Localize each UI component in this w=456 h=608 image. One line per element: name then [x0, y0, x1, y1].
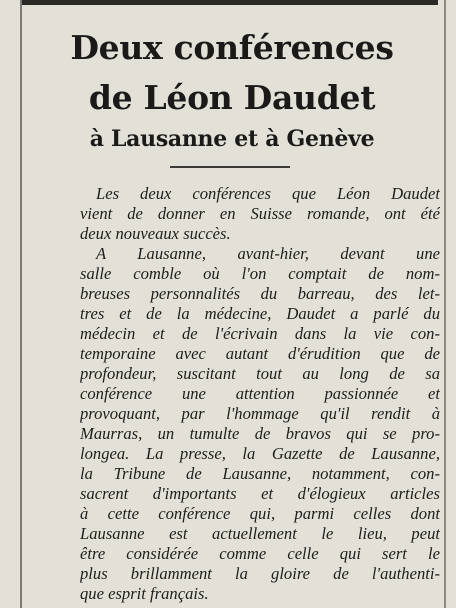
headline-line-2: de Léon Daudet: [88, 78, 376, 117]
body-line: profondeur, suscitant tout au long de sa: [80, 364, 440, 383]
body-line: sacrent d'importants et d'élogieux articles: [80, 484, 440, 503]
body-line: provoquant, par l'hommage qu'il rendit à: [80, 404, 440, 423]
headline-divider: [170, 166, 290, 168]
body-line: la Tribune de Lausanne, notamment, con-: [80, 464, 440, 483]
body-line: A Lausanne, avant-hier, devant une: [96, 244, 440, 263]
body-line: longea. La presse, la Gazette de Lausanne,: [80, 444, 440, 463]
body-line: conférence une attention passionnée et: [80, 384, 440, 403]
subheadline: à Lausanne et à Genève: [89, 126, 375, 152]
body-line: Les deux conférences que Léon Daudet: [96, 184, 440, 203]
body-line: Lausanne est actuellement le lieu, peut: [80, 524, 440, 543]
body-line: médecin et de l'écrivain dans la vie con-: [80, 324, 440, 343]
headline-line-1: Deux conférences: [70, 28, 394, 67]
body-line: à cette conférence qui, parmi celles dont: [80, 504, 440, 523]
body-line: vient de donner en Suisse romande, ont été: [80, 204, 440, 223]
body-line: breuses personnalités du barreau, des let-: [80, 284, 440, 303]
body-line: temporaine avec autant d'érudition que de: [80, 344, 440, 363]
body-line: salle comble où l'on comptait de nom-: [80, 264, 440, 283]
article-body: [80, 184, 440, 604]
body-line: tres et de la médecine, Daudet a parlé du: [80, 304, 440, 323]
body-line: deux nouveaux succès.: [80, 224, 231, 243]
body-line: que esprit français.: [80, 584, 209, 603]
right-column-rule: [444, 0, 446, 608]
body-line: être considérée comme celle qui sert le: [80, 544, 440, 563]
body-line: Maurras, un tumulte de bravos qui se pro-: [80, 424, 440, 443]
body-line: plus brillamment la gloire de l'authenti-: [80, 564, 440, 583]
top-rule: [22, 0, 438, 5]
